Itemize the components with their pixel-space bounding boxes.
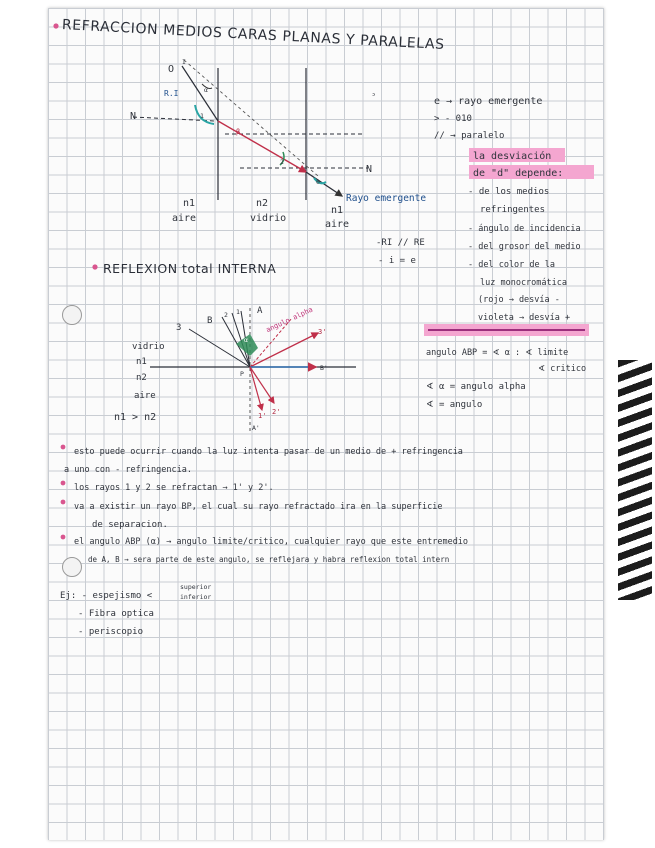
angle-alpha-label: α: [204, 86, 208, 94]
legend-greater: > - 010: [434, 114, 472, 124]
fig2-n1: n1: [136, 357, 147, 367]
medium-3-name: aire: [325, 219, 350, 230]
angle-3-label: ↄ: [372, 90, 375, 98]
fig2-ray-1: 1: [236, 308, 240, 316]
fig2-ray-1prime: 1': [258, 412, 267, 420]
fig2-P: P: [240, 370, 244, 378]
page-title: REFRACCION MEDIOS CARAS PLANAS Y PARALELAS: [61, 17, 446, 54]
fig2-ray-3prime: 3': [318, 328, 327, 336]
examples-superior: superior: [180, 583, 212, 591]
legend-emergent: e → rayo emergente: [434, 96, 543, 107]
relation-parallel: -RI // RE: [376, 238, 425, 248]
label-RI: R.I: [164, 89, 179, 98]
normal-label-right: N: [366, 164, 373, 175]
fig2-vidrio: vidrio: [132, 342, 165, 352]
fig2-alpha-label: angulo alpha: [264, 305, 315, 335]
depends-item-2: refringentes: [480, 205, 546, 215]
fig2-ray-3: 3: [176, 323, 182, 333]
emergent-ray-label: Rayo emergente: [346, 193, 427, 204]
examples-periscope: - periscopio: [78, 627, 144, 637]
bullet-4-line-2: de A, B → sera parte de este angulo, se reflejara y habra reflexion total intern: [88, 555, 450, 564]
fig2-n2: n2: [136, 373, 147, 383]
depends-item-3: - ángulo de incidencia: [468, 224, 581, 234]
examples-label: Ej: - espejismo <: [60, 591, 153, 601]
title-bullet: [53, 23, 58, 28]
examples-inferior: inferior: [180, 593, 212, 601]
fig2-B: B: [207, 316, 213, 326]
label-I: I: [182, 58, 186, 66]
depends-item-7: (rojo → desvía -: [478, 295, 560, 305]
fig2-alpha: α: [244, 336, 248, 344]
bullet-4-line-1: el angulo ABP (α) → angulo limite/critico, cualquier rayo que este entremedio: [74, 537, 469, 547]
angle-1-label: 1: [200, 112, 204, 120]
refraction-diagram: [133, 60, 368, 200]
bullet-3-line-2: de separacion.: [92, 520, 168, 530]
angle-def-1b: ∢ critico: [538, 364, 587, 374]
subtitle: REFLEXION total INTERNA: [103, 261, 277, 276]
angle-2-label: 2: [280, 158, 284, 166]
label-O: O: [168, 64, 175, 75]
fig2-A: A: [257, 306, 263, 316]
depends-item-4: - del grosor del medio: [468, 242, 581, 252]
medium-2-name: vidrio: [250, 213, 287, 224]
depends-heading-2: de "d" depende:: [473, 168, 564, 179]
depends-item-5: - del color de la: [468, 260, 555, 270]
bullet-3-line-1: va a existir un rayo BP, el cual su rayo refractado ira en la superficie: [74, 502, 443, 512]
medium-3-index: n1: [331, 205, 344, 216]
angle-beta-label: β: [236, 128, 241, 136]
depends-item-6: luz monocromática: [480, 278, 567, 288]
bullet-1-line-2: a uno con - refringencia.: [64, 465, 192, 475]
fig2-Bprime: B': [320, 364, 328, 372]
legend-parallel: // → paralelo: [434, 131, 505, 141]
examples-fiber: - Fibra optica: [78, 609, 154, 619]
depends-item-8: violeta → desvía +: [478, 313, 571, 323]
depends-item-1: - de los medios: [468, 187, 550, 197]
medium-1-name: aire: [172, 213, 197, 224]
angle-theta-label: θ: [316, 178, 320, 186]
bullet-4-dot: [61, 535, 66, 540]
depends-heading-1: la desviación: [473, 151, 552, 162]
bullet-1-dot: [61, 445, 66, 450]
bullet-1-line-1: esto puede ocurrir cuando la luz intenta pasar de un medio de + refringencia: [74, 447, 463, 457]
medium-2-index: n2: [256, 198, 269, 209]
angle-def-1: angulo ABP = ∢ α : ∢ limite: [426, 348, 569, 358]
normal-label-left: N: [130, 111, 137, 122]
fig2-ray-2prime: 2': [272, 408, 281, 416]
fig2-aire: aire: [134, 391, 156, 401]
angle-def-3: ∢ = angulo: [426, 400, 483, 410]
relation-equal: - i = e: [378, 256, 416, 266]
fig2-ray-2: 2: [224, 311, 228, 319]
bullet-2-dot: [61, 481, 66, 486]
bullet-3-dot: [61, 500, 66, 505]
medium-1-index: n1: [183, 198, 196, 209]
angle-def-2: ∢ α = angulo alpha: [426, 382, 526, 392]
fig2-index-relation: n1 > n2: [114, 412, 157, 423]
subtitle-bullet: [92, 264, 97, 269]
bullet-2: los rayos 1 y 2 se refractan → 1' y 2'.: [74, 483, 274, 493]
fig2-Aprime: A': [252, 424, 260, 432]
